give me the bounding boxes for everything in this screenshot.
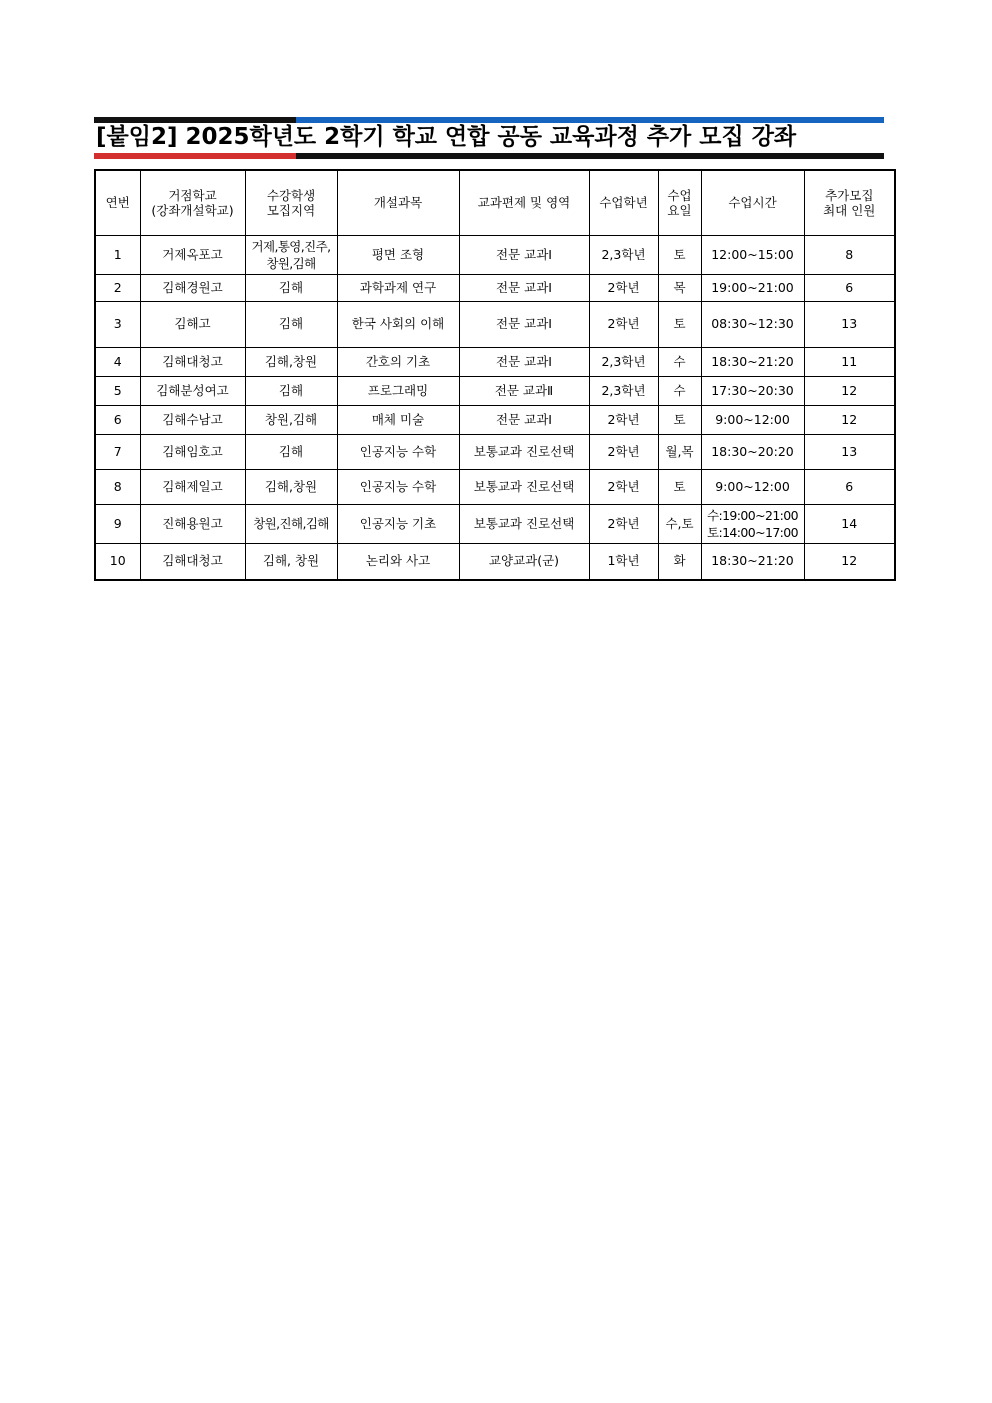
cell-area: 보통교과 진로선택 <box>459 434 589 469</box>
table-row <box>95 469 895 504</box>
cell-time: 9:00~12:00 <box>701 405 804 434</box>
header-day <box>658 170 701 235</box>
cell-region: 창원,김해 <box>245 405 337 434</box>
cell-region: 김해 <box>245 301 337 347</box>
cell-area: 전문 교과Ⅰ <box>459 405 589 434</box>
header-no: 연번 <box>95 170 140 235</box>
cell-course: 간호의 기초 <box>337 347 459 376</box>
cell-max: 14 <box>804 504 895 543</box>
cell-grade: 2학년 <box>589 434 658 469</box>
header-max-line2: 최대 인원 <box>823 202 876 218</box>
cell-time: 12:00~15:00 <box>701 235 804 274</box>
cell-school: 김해고 <box>140 301 245 347</box>
cell-school: 김해임호고 <box>140 434 245 469</box>
cell-time: 18:30~20:20 <box>701 434 804 469</box>
cell-school: 거제옥포고 <box>140 235 245 274</box>
cell-school: 김해제일고 <box>140 469 245 504</box>
header-region-line2: 모집지역 <box>266 202 316 218</box>
header-area: 교과편제 및 영역 <box>459 170 589 235</box>
cell-course: 인공지능 기초 <box>337 504 459 543</box>
cell-grade: 2학년 <box>589 469 658 504</box>
cell-day: 토 <box>658 235 701 274</box>
title-bottom-bar-red <box>94 153 296 159</box>
cell-grade: 2학년 <box>589 301 658 347</box>
cell-region: 창원,진해,김해 <box>245 504 337 543</box>
header-school-line1: 거점학교 <box>168 187 217 203</box>
cell-region-line1: 거제,통영,진주, <box>251 238 331 254</box>
cell-day: 수 <box>658 376 701 405</box>
header-max <box>804 170 895 235</box>
cell-course: 인공지능 수학 <box>337 469 459 504</box>
cell-max: 8 <box>804 235 895 274</box>
cell-region: 김해,창원 <box>245 469 337 504</box>
table-row <box>95 235 895 274</box>
cell-region: 김해 <box>245 434 337 469</box>
cell-area: 보통교과 진로선택 <box>459 469 589 504</box>
cell-no: 10 <box>95 543 140 580</box>
cell-day: 토 <box>658 301 701 347</box>
cell-school: 김해경원고 <box>140 274 245 301</box>
cell-area: 전문 교과Ⅰ <box>459 235 589 274</box>
cell-max: 12 <box>804 405 895 434</box>
header-day-line1: 수업 <box>667 187 692 203</box>
cell-grade: 2학년 <box>589 405 658 434</box>
cell-max: 11 <box>804 347 895 376</box>
cell-max: 13 <box>804 434 895 469</box>
cell-school: 김해수남고 <box>140 405 245 434</box>
cell-day: 목 <box>658 274 701 301</box>
table-row <box>95 543 895 580</box>
cell-school: 진해용원고 <box>140 504 245 543</box>
cell-course: 매체 미술 <box>337 405 459 434</box>
header-grade: 수업학년 <box>589 170 658 235</box>
table-row <box>95 376 895 405</box>
cell-no: 6 <box>95 405 140 434</box>
cell-time: 18:30~21:20 <box>701 347 804 376</box>
cell-course: 한국 사회의 이해 <box>337 301 459 347</box>
cell-day: 화 <box>658 543 701 580</box>
header-region-line1: 수강학생 <box>266 187 316 203</box>
cell-grade: 2,3학년 <box>589 376 658 405</box>
cell-max: 12 <box>804 376 895 405</box>
header-school <box>140 170 245 235</box>
header-region <box>245 170 337 235</box>
header-max-line1: 추가모집 <box>825 187 874 203</box>
cell-region: 김해 <box>245 274 337 301</box>
cell-day: 수 <box>658 347 701 376</box>
cell-grade: 2,3학년 <box>589 347 658 376</box>
cell-course: 프로그래밍 <box>337 376 459 405</box>
cell-day: 수,토 <box>658 504 701 543</box>
header-day-line2: 요일 <box>667 202 692 218</box>
cell-no: 1 <box>95 235 140 274</box>
cell-no: 2 <box>95 274 140 301</box>
cell-school: 김해대청고 <box>140 543 245 580</box>
table-row <box>95 274 895 301</box>
cell-max: 13 <box>804 301 895 347</box>
cell-region: 김해, 창원 <box>245 543 337 580</box>
cell-time: 08:30~12:30 <box>701 301 804 347</box>
cell-time: 17:30~20:30 <box>701 376 804 405</box>
cell-max: 6 <box>804 469 895 504</box>
cell-no: 9 <box>95 504 140 543</box>
header-row <box>95 170 895 235</box>
cell-time-line2: 토:14:00~17:00 <box>706 524 798 540</box>
table-row <box>95 347 895 376</box>
cell-area: 보통교과 진로선택 <box>459 504 589 543</box>
title-bottom-bar <box>94 153 884 159</box>
cell-area: 전문 교과Ⅰ <box>459 274 589 301</box>
cell-region-line2: 창원,김해 <box>266 255 316 271</box>
header-course: 개설과목 <box>337 170 459 235</box>
cell-school: 김해대청고 <box>140 347 245 376</box>
cell-area: 전문 교과Ⅰ <box>459 347 589 376</box>
title-block <box>94 117 884 159</box>
cell-no: 3 <box>95 301 140 347</box>
cell-no: 5 <box>95 376 140 405</box>
cell-grade: 2,3학년 <box>589 235 658 274</box>
cell-time-line1: 수:19:00~21:00 <box>706 507 798 523</box>
cell-day: 월,목 <box>658 434 701 469</box>
cell-course: 인공지능 수학 <box>337 434 459 469</box>
header-time: 수업시간 <box>701 170 804 235</box>
cell-course: 논리와 사고 <box>337 543 459 580</box>
cell-time: 18:30~21:20 <box>701 543 804 580</box>
table-row <box>95 405 895 434</box>
cell-region: 김해,창원 <box>245 347 337 376</box>
cell-grade: 2학년 <box>589 274 658 301</box>
header-school-line2: (강좌개설학교) <box>151 202 234 218</box>
cell-time: 19:00~21:00 <box>701 274 804 301</box>
cell-no: 4 <box>95 347 140 376</box>
cell-grade: 2학년 <box>589 504 658 543</box>
cell-course: 과학과제 연구 <box>337 274 459 301</box>
cell-area: 전문 교과Ⅰ <box>459 301 589 347</box>
cell-time <box>701 504 804 543</box>
cell-day: 토 <box>658 405 701 434</box>
course-table <box>94 169 896 581</box>
cell-area: 교양교과(군) <box>459 543 589 580</box>
cell-region <box>245 235 337 274</box>
cell-max: 12 <box>804 543 895 580</box>
cell-day: 토 <box>658 469 701 504</box>
cell-school: 김해분성여고 <box>140 376 245 405</box>
cell-no: 8 <box>95 469 140 504</box>
table-row <box>95 434 895 469</box>
cell-area: 전문 교과Ⅱ <box>459 376 589 405</box>
cell-no: 7 <box>95 434 140 469</box>
cell-time: 9:00~12:00 <box>701 469 804 504</box>
table-row <box>95 301 895 347</box>
cell-max: 6 <box>804 274 895 301</box>
page-title: [붙임2] 2025학년도 2학기 학교 연합 공동 교육과정 추가 모집 강좌 <box>96 124 797 150</box>
cell-grade: 1학년 <box>589 543 658 580</box>
cell-course: 평면 조형 <box>337 235 459 274</box>
table-row <box>95 504 895 543</box>
cell-region: 김해 <box>245 376 337 405</box>
title-bottom-bar-dark <box>296 153 884 159</box>
